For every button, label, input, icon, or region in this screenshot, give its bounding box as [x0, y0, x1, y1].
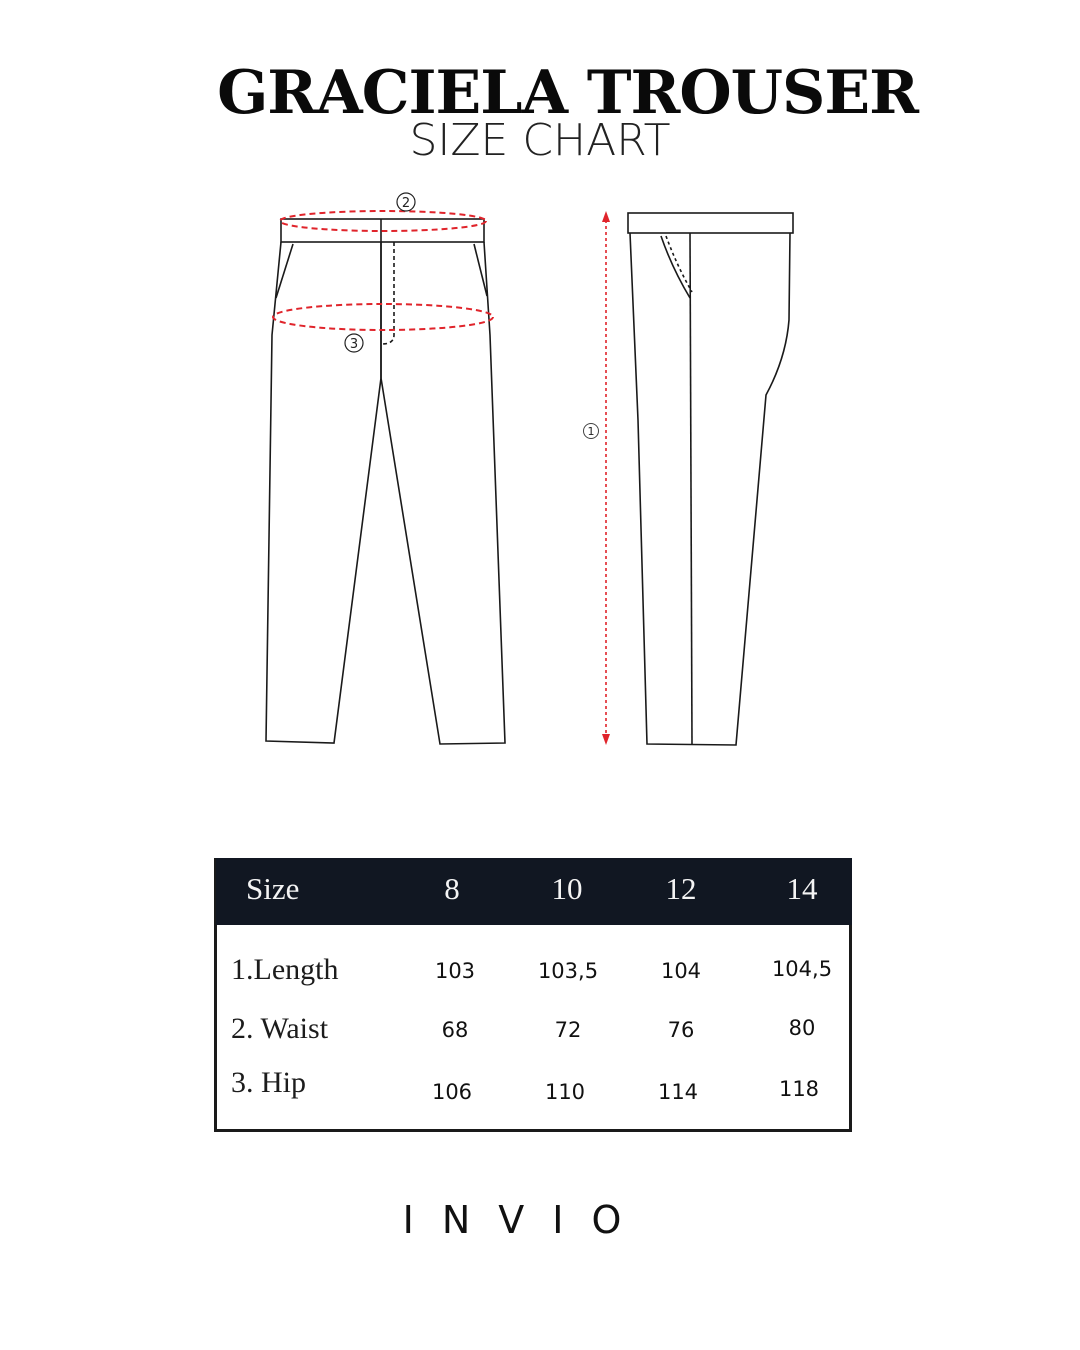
hip-size-8: 106	[431, 1080, 473, 1104]
size-table	[214, 858, 852, 1132]
length-marker	[584, 424, 599, 439]
side-seam	[690, 233, 692, 745]
size-header-10: 10	[551, 871, 583, 906]
svg-text:1: 1	[587, 425, 595, 438]
brand-logo: INVIO	[402, 1198, 650, 1242]
waist-size-10: 72	[554, 1018, 582, 1042]
waist-marker	[397, 193, 415, 211]
side-pocket-stitch	[666, 236, 692, 292]
hip-measure-line	[273, 304, 493, 330]
svg-text:2: 2	[401, 196, 411, 211]
front-right-outline	[381, 242, 505, 744]
front-fly-stitch	[382, 242, 394, 344]
length-size-8: 103	[434, 959, 476, 983]
side-pocket	[661, 236, 690, 298]
page-subtitle: SIZE CHART	[409, 115, 671, 166]
side-outline	[630, 233, 790, 745]
length-size-10: 103,5	[537, 959, 599, 983]
waist-size-8: 68	[441, 1018, 469, 1042]
front-left-outline	[266, 242, 381, 743]
trouser-front-view	[266, 219, 505, 744]
size-header-14: 14	[786, 871, 818, 906]
trouser-side-view	[628, 213, 793, 745]
svg-text:3: 3	[349, 337, 359, 352]
size-header-12: 12	[665, 871, 697, 906]
row-label-waist: 2. Waist	[231, 1012, 329, 1045]
waist-size-14: 80	[788, 1016, 816, 1040]
waist-size-12: 76	[667, 1018, 695, 1042]
size-header-8: 8	[444, 871, 460, 906]
length-measure-line	[602, 211, 610, 745]
length-size-14: 104,5	[771, 957, 833, 981]
side-waistband	[628, 213, 793, 233]
row-label-length: 1.Length	[231, 953, 339, 986]
waist-measure-line	[280, 211, 486, 231]
hip-size-12: 114	[657, 1080, 699, 1104]
size-header-label: Size	[246, 871, 300, 906]
length-size-12: 104	[660, 959, 702, 983]
row-label-hip: 3. Hip	[231, 1066, 306, 1099]
hip-marker	[345, 334, 363, 352]
hip-size-10: 110	[544, 1080, 586, 1104]
size-table-header	[216, 858, 852, 925]
page-title: GRACIELA TROUSER	[217, 58, 918, 128]
hip-size-14: 118	[778, 1077, 820, 1101]
